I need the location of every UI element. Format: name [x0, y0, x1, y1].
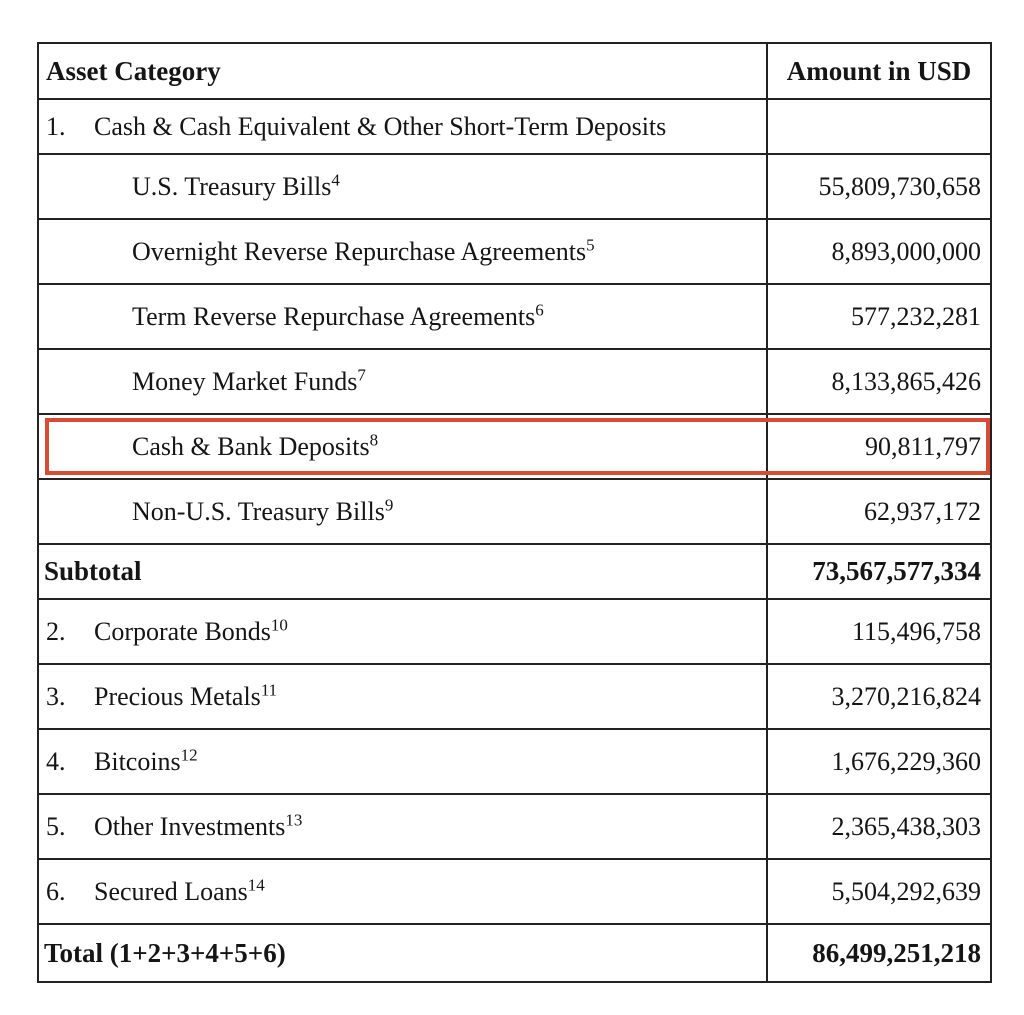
table-row-highlighted [38, 414, 991, 479]
table-header-row [38, 43, 991, 99]
table-row [38, 599, 991, 664]
subtotal-label: Subtotal [38, 544, 767, 599]
row-number: 3. [46, 681, 66, 711]
row-number: 2. [46, 616, 66, 646]
row-number: 1. [46, 111, 66, 141]
row-label: U.S. Treasury Bills [132, 171, 332, 201]
footnote-ref: 12 [180, 744, 198, 764]
row-number: 4. [46, 746, 66, 776]
footnote-ref: 9 [384, 494, 394, 514]
subtotal-amount: 73,567,577,334 [767, 544, 991, 599]
row-amount: 90,811,797 [767, 414, 991, 479]
total-row [38, 924, 991, 982]
table-row [38, 99, 991, 154]
table-row [38, 729, 991, 794]
row-label: Cash & Cash Equivalent & Other Short-Term Deposits [94, 111, 667, 141]
assets-table-container [37, 42, 992, 983]
table-row [38, 794, 991, 859]
row-amount: 8,893,000,000 [767, 219, 991, 284]
table-row [38, 664, 991, 729]
subtotal-row [38, 544, 991, 599]
row-number: 5. [46, 811, 66, 841]
row-label: Precious Metals [94, 681, 261, 711]
row-label: Corporate Bonds [94, 616, 271, 646]
footnote-ref: 11 [260, 679, 278, 699]
row-amount: 55,809,730,658 [767, 154, 991, 219]
footnote-ref: 4 [331, 169, 340, 189]
row-label: Other Investments [94, 811, 286, 841]
row-label: Non-U.S. Treasury Bills [132, 496, 385, 526]
assets-table [37, 42, 992, 983]
row-amount: 115,496,758 [767, 599, 991, 664]
footnote-ref: 13 [285, 809, 303, 829]
row-amount: 62,937,172 [767, 479, 991, 544]
row-label: Secured Loans [94, 876, 248, 906]
row-label: Term Reverse Repurchase Agreements [132, 301, 536, 331]
footnote-ref: 14 [247, 874, 265, 894]
row-amount: 5,504,292,639 [767, 859, 991, 924]
row-amount: 577,232,281 [767, 284, 991, 349]
column-header-asset-category: Asset Category [38, 43, 767, 99]
row-amount: 3,270,216,824 [767, 664, 991, 729]
row-label: Bitcoins [94, 746, 181, 776]
total-amount: 86,499,251,218 [767, 924, 991, 982]
table-row [38, 284, 991, 349]
row-label: Money Market Funds [132, 366, 358, 396]
row-amount: 1,676,229,360 [767, 729, 991, 794]
footnote-ref: 5 [586, 234, 595, 254]
row-label: Cash & Bank Deposits [132, 431, 370, 461]
table-row [38, 479, 991, 544]
table-row [38, 154, 991, 219]
row-label: Overnight Reverse Repurchase Agreements [132, 236, 587, 266]
total-label: Total (1+2+3+4+5+6) [38, 924, 767, 982]
table-row [38, 349, 991, 414]
row-amount: 2,365,438,303 [767, 794, 991, 859]
table-row [38, 219, 991, 284]
row-amount: 8,133,865,426 [767, 349, 991, 414]
footnote-ref: 10 [270, 614, 288, 634]
column-header-amount: Amount in USD [767, 43, 991, 99]
footnote-ref: 8 [369, 429, 379, 449]
row-number: 6. [46, 876, 66, 906]
table-row [38, 859, 991, 924]
footnote-ref: 7 [357, 364, 366, 384]
row-amount [767, 99, 991, 154]
footnote-ref: 6 [535, 299, 544, 319]
